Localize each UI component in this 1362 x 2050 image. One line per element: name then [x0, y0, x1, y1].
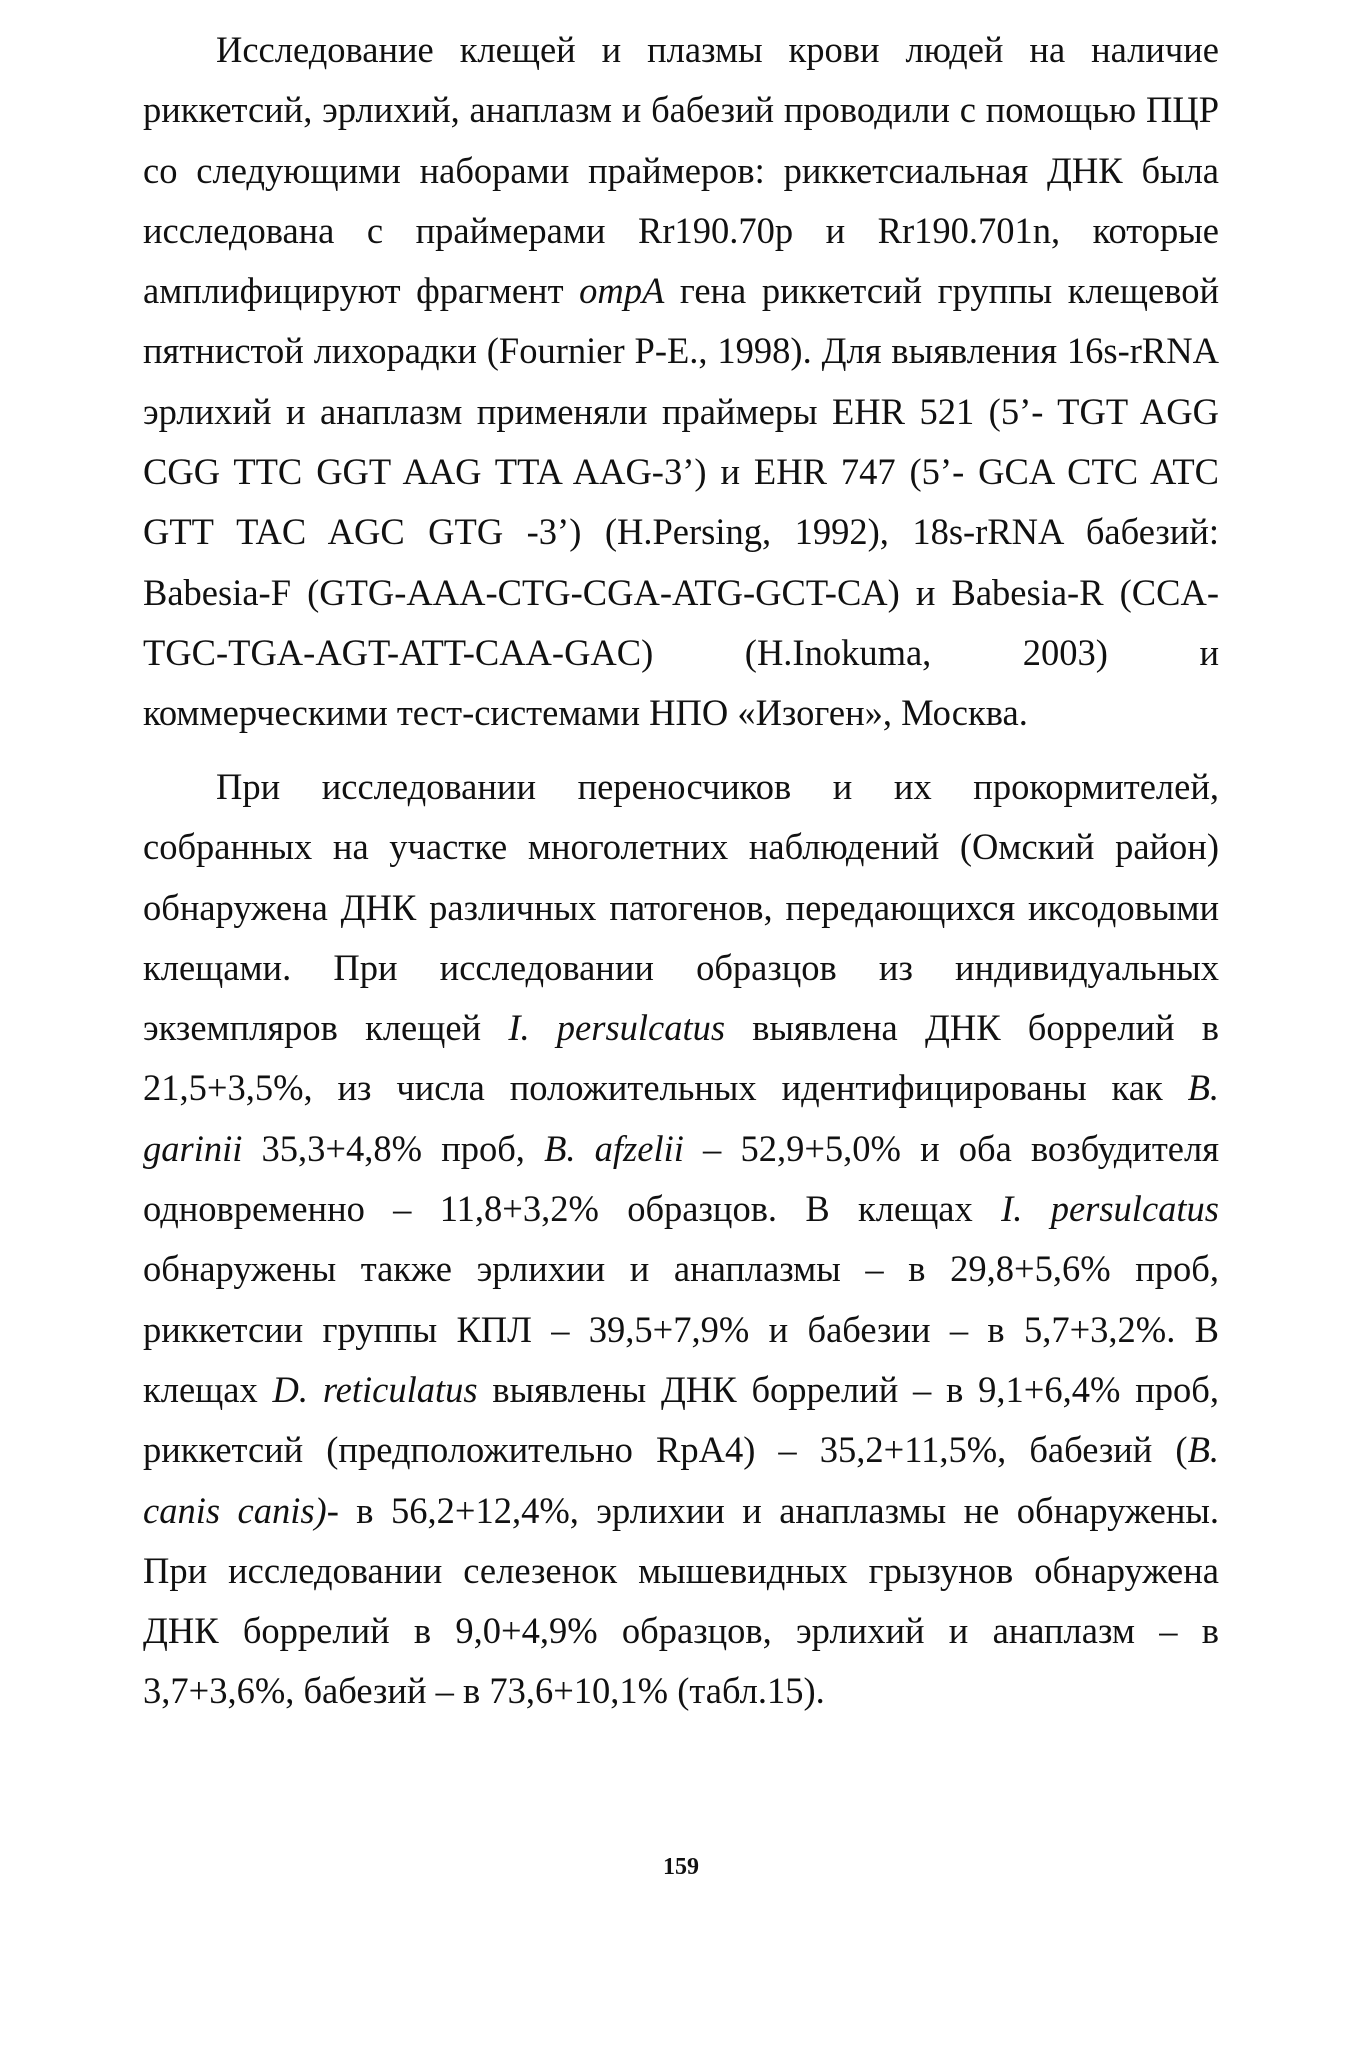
- species-name-italic: I. persulcatus: [1001, 1188, 1219, 1230]
- species-name-italic: B. garinii: [143, 1067, 1219, 1169]
- species-name-italic: I. persulcatus: [508, 1007, 726, 1049]
- paragraph-text: [143, 20, 1219, 744]
- gene-name-italic: ompA: [579, 270, 665, 312]
- species-name-italic: D. reticulatus: [272, 1368, 478, 1410]
- text-run: выявлены ДНК боррелий – в 9,1+6,4% проб, риккетсий (предположительно RpA4) – 35,2+11,5%, бабезий (: [143, 1368, 1219, 1471]
- text-run: обнаружены также эрлихии и анаплазмы – в 29,8+5,6% проб, риккетсии группы КПЛ – 39,5+7,9% и бабезии – в 5,7+3,2%. В клещах: [143, 1248, 1219, 1410]
- text-run: Исследование клещей и плазмы крови людей на наличие риккетсий, эрлихий, анаплазм и бабезий проводили с помощью ПЦР со следующими наборами праймеров: риккетсиальная ДНК была исследована с праймерами Rr190.70p и Rr190.701n, которые амплифицируют фрагмент: [143, 29, 1219, 312]
- paragraph-results: [143, 757, 1219, 1722]
- page-number: 159: [663, 1854, 699, 1880]
- species-name-italic: B. afzelii: [544, 1127, 684, 1169]
- species-name-italic: B. canis canis)-: [143, 1429, 1219, 1531]
- paragraph-methods: [143, 20, 1219, 744]
- text-run: выявлена ДНК боррелий в 21,5+3,5%, из числа положительных идентифицированы как: [143, 1007, 1219, 1109]
- text-run: гена риккетсий группы клещевой пятнистой лихорадки (Fournier P-E., 1998). Для выявления 16s-rRNA эрлихий и анаплазм применяли праймеры EHR 521 (5’- TGT AGG CGG TTC GGT AAG TTA AAG-3’) и EHR 747 (5’- GCA CTC ATC GTT TAC AGC GTG -3’) (H.Persing, 1992), 18s-rRNA бабезий: Babesia-F (GTG-AAA-CTG-CGA-ATG-GCT-CA) и Babesia-R (CCA-TGC-TGA-AGT-ATT-CAA-GAC) (H.Inokuma, 2003) и коммерческими тест-системами НПО «Изоген», Москва.: [143, 270, 1219, 734]
- text-run: – 52,9+5,0% и оба возбудителя одновременно – 11,8+3,2% образцов. В клещах: [143, 1127, 1219, 1230]
- text-run: 35,3+4,8% проб,: [242, 1127, 545, 1169]
- paragraph-text: [143, 757, 1219, 1722]
- text-run: в 56,2+12,4%, эрлихии и анаплазмы не обнаружены. При исследовании селезенок мышевидных грызунов обнаружена ДНК боррелий в 9,0+4,9% образцов, эрлихий и анаплазм – в 3,7+3,6%, бабезий – в 73,6+10,1% (табл.15).: [143, 1489, 1220, 1712]
- text-run: При исследовании переносчиков и их прокормителей, собранных на участке многолетних наблюдений (Омский район) обнаружена ДНК различных патогенов, передающихся иксодовыми клещами. При исследовании образцов из индивидуальных экземпляров клещей: [143, 766, 1219, 1049]
